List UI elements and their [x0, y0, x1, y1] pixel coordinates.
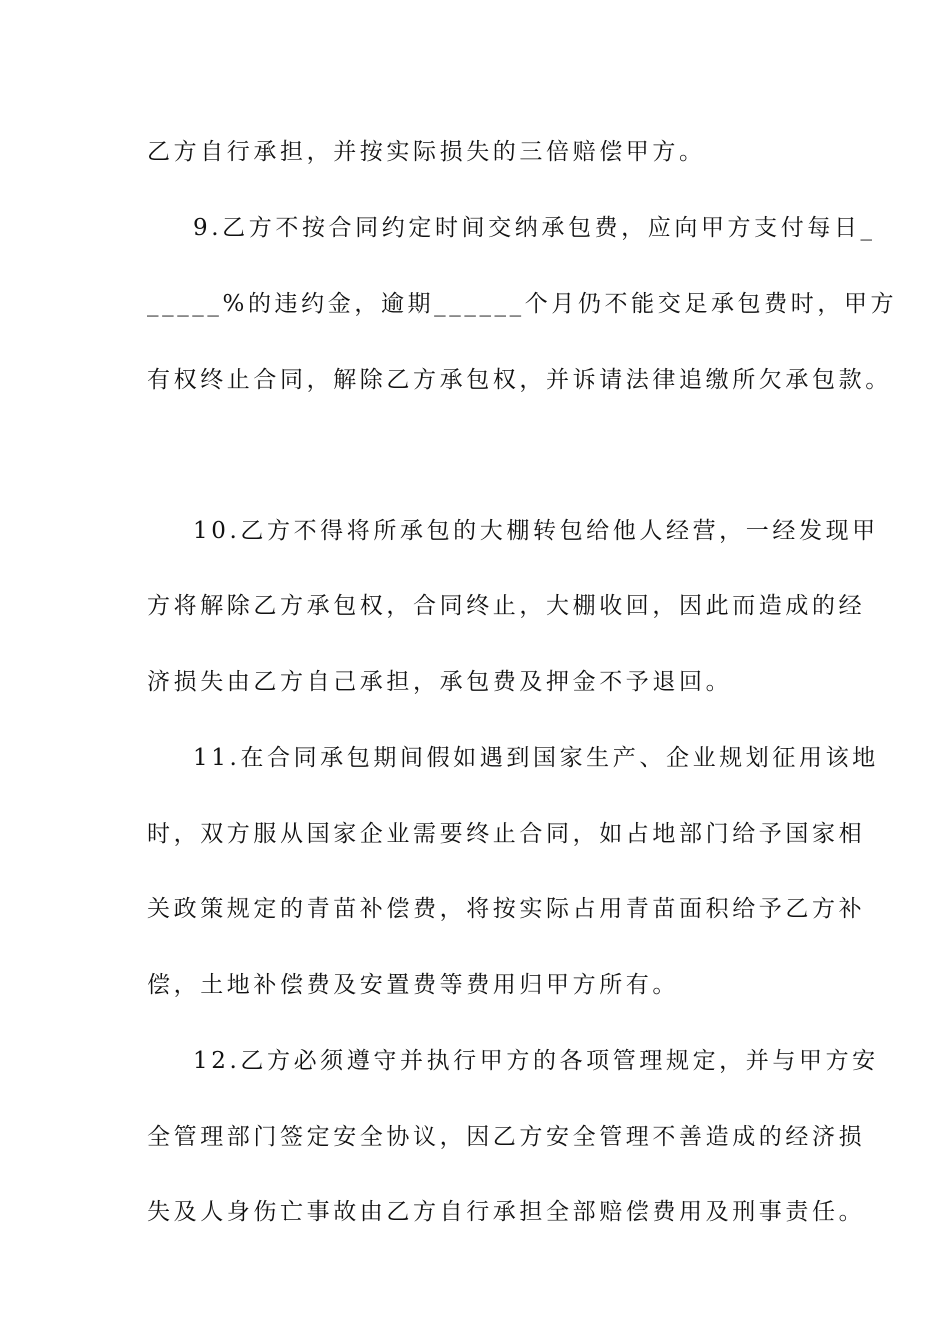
clause-11-line-2: 时，双方服从国家企业需要终止合同，如占地部门给予国家相	[147, 821, 866, 847]
clause-10-line-1: 10.乙方不得将所承包的大棚转包给他人经营，一经发现甲	[193, 518, 879, 544]
clause-12-line-3: 失及人身伤亡事故由乙方自行承担全部赔偿费用及刑事责任。	[147, 1199, 866, 1225]
clause-10-line-3: 济损失由乙方自己承担，承包费及押金不予退回。	[147, 669, 733, 695]
clause-9-line-1: 9.乙方不按合同约定时间交纳承包费，应向甲方支付每日_	[193, 215, 876, 241]
clause-11-line-4: 偿，土地补偿费及安置费等费用归甲方所有。	[147, 972, 679, 998]
clause-12-line-1: 12.乙方必须遵守并执行甲方的各项管理规定，并与甲方安	[193, 1048, 879, 1074]
clause-10-line-2: 方将解除乙方承包权，合同终止，大棚收回，因此而造成的经	[147, 593, 866, 619]
paragraph-line: 乙方自行承担，并按实际损失的三倍赔偿甲方。	[147, 139, 706, 165]
clause-12-line-2: 全管理部门签定安全协议，因乙方安全管理不善造成的经济损	[147, 1124, 866, 1150]
clause-9-line-3: 有权终止合同，解除乙方承包权，并诉请法律追缴所欠承包款。	[147, 367, 892, 393]
clause-9-line-2: _____%的违约金，逾期______个月仍不能交足承包费时，甲方	[147, 291, 898, 317]
clause-11-line-1: 11.在合同承包期间假如遇到国家生产、企业规划征用该地	[193, 745, 879, 771]
clause-11-line-3: 关政策规定的青苗补偿费，将按实际占用青苗面积给予乙方补	[147, 896, 866, 922]
